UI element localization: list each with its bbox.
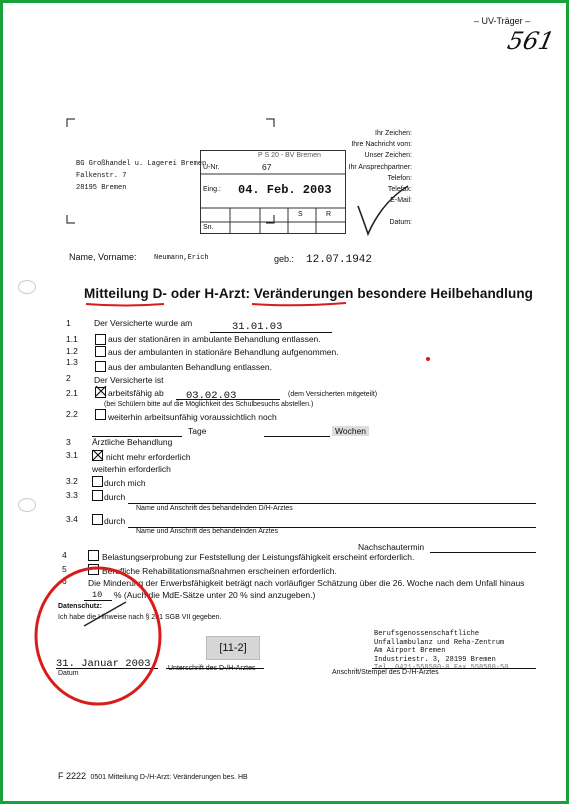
- form-title: Mitteilung D- oder H-Arzt: Veränderungen besondere Heilbehandlung: [84, 286, 534, 301]
- stamp-unr-label: U-Nr.: [203, 164, 220, 171]
- item-number: 5: [62, 564, 67, 574]
- signature-date: 31. Januar 2003: [56, 658, 151, 670]
- item-number: 3.2: [66, 476, 78, 486]
- item-1-1-text: aus der stationären in ambulante Behandlung entlassen.: [108, 334, 321, 344]
- checkbox-3-2[interactable]: [92, 476, 103, 487]
- item-1-date: 31.01.03: [232, 321, 283, 333]
- item-number: 2: [66, 373, 71, 383]
- item-1-3-text: aus der ambulanten Behandlung entlassen.: [108, 362, 272, 372]
- item-number: 4: [62, 550, 67, 560]
- item-3-1-text-a: nicht mehr erforderlich: [106, 452, 191, 462]
- address-line: BG Großhandel u. Lagerei Bremen: [76, 160, 207, 168]
- item-4-text: Belastungserprobung zur Feststellung der Leistungsfähigkeit erscheint erforderlich.: [102, 552, 415, 562]
- item-3-3-text: durch: [104, 492, 126, 502]
- ref-label: Ihr Zeichen:: [375, 130, 412, 137]
- item-5-text: Berufliche Rehabilitationsmaßnahmen erscheinen erforderlich.: [102, 566, 337, 576]
- punch-hole: [18, 280, 36, 294]
- line: [264, 436, 330, 437]
- item-number: 2.2: [66, 409, 78, 419]
- ref-label: Telefon:: [387, 174, 412, 182]
- checkbox-3-4[interactable]: [92, 514, 103, 525]
- stamp-col-s: S: [298, 211, 303, 218]
- clinic-stamp: [374, 630, 508, 673]
- address-block: [76, 158, 206, 194]
- wochen-label: Wochen: [332, 426, 369, 436]
- ref-label: Unser Zeichen:: [364, 152, 412, 160]
- item-6-text-a: Die Minderung der Erwerbsfähigkeit beträgt nach vorläufiger Schätzung über die 26. Woche nach dem Unfall hinaus: [88, 578, 525, 588]
- item-number: 3.4: [66, 514, 78, 524]
- datenschutz-text: Ich habe die Hinweise nach § 201 SGB VII gegeben.: [58, 614, 222, 621]
- red-underline: [84, 300, 524, 308]
- datum-label: Datum: [58, 670, 79, 677]
- name-value: Neumann,Erich: [154, 254, 209, 262]
- clinic-line: Berufsgenossenschaftliche: [374, 630, 480, 638]
- item-3-2-text: durch mich: [104, 478, 146, 488]
- red-dot: [426, 357, 430, 361]
- line: [176, 399, 280, 400]
- item-3-4-sub: Name und Anschrift des behandelnden Arztes: [136, 528, 279, 535]
- item-3-3-sub: Name und Anschrift des behandelnden D/H-Arztes: [136, 505, 293, 512]
- item-number: 1.1: [66, 334, 78, 344]
- item-2-1-text: arbeitsfähig ab: [108, 388, 164, 398]
- ref-label: Ihre Nachricht vom:: [351, 141, 412, 149]
- stamp-unr-value: 67: [262, 162, 272, 172]
- line: [210, 332, 332, 333]
- item-number: 3: [66, 437, 71, 447]
- unterschrift-label: Unterschrift des D-/H-Arztes: [168, 665, 256, 672]
- ref-label: Ihr Ansprechpartner:: [348, 163, 412, 171]
- corner-mark-icon: [66, 214, 76, 224]
- footer: [58, 766, 248, 784]
- stamp-col-r: R: [326, 211, 332, 218]
- address-line: 28195 Bremen: [76, 184, 127, 192]
- document-badge: [11-2]: [206, 636, 260, 660]
- stempel-label: Anschrift/Stempel des D-/H-Arztes: [332, 669, 439, 676]
- ref-label: Datum:: [389, 219, 412, 226]
- item-3-1-text-b: weiterhin erforderlich: [92, 464, 171, 474]
- check-x-icon: [95, 385, 107, 397]
- item-number: 1.2: [66, 346, 78, 356]
- handwritten-number: 561: [505, 27, 557, 55]
- item-3-4-text: durch: [104, 516, 126, 526]
- item-number: 3.3: [66, 490, 78, 500]
- name-label: Name, Vorname:: [69, 252, 137, 262]
- clinic-line: Tel. 0421-558580-0 Fax 558580-50: [374, 664, 509, 673]
- item-number: 1: [66, 318, 71, 328]
- address-line: Falkenstr. 7: [76, 172, 127, 180]
- checkbox-1-1[interactable]: [95, 334, 106, 345]
- form-description: 0501 Mitteilung D-/H-Arzt: Veränderungen bes. HB: [90, 774, 248, 781]
- receipt-stamp: [200, 150, 346, 234]
- dob-value: 12.07.1942: [306, 254, 373, 266]
- checkbox-1-3[interactable]: [95, 361, 106, 372]
- item-2-1-note: (dem Versicherten mitgeteilt): [288, 391, 378, 398]
- checkbox-3-3[interactable]: [92, 490, 103, 501]
- ref-label: E-Mail:: [390, 197, 412, 205]
- checkbox-2-2[interactable]: [95, 409, 106, 420]
- form-code: F 2222: [58, 771, 87, 781]
- item-1-text: Der Versicherte wurde am: [94, 318, 193, 328]
- clinic-line: Am Airport Bremen: [374, 647, 446, 656]
- ref-label: Telefax:: [387, 186, 412, 194]
- item-number: 3.1: [66, 450, 78, 460]
- uv-traeger-label: – UV-Träger –: [474, 16, 531, 26]
- item-number: 2.1: [66, 388, 78, 398]
- checkbox-1-2[interactable]: [95, 346, 106, 357]
- corner-mark-icon: [66, 118, 76, 128]
- stamp-top: P S 20 - BV Bremen: [258, 152, 321, 159]
- red-circle-marking: [30, 560, 170, 710]
- tage-label: Tage: [188, 426, 207, 436]
- corner-mark-icon: [265, 118, 275, 128]
- item-2-1-school-note: (bei Schülern bitte auf die Möglichkeit des Schulbesuchs abstellen.): [104, 401, 314, 408]
- item-2-1-date: 03.02.03: [186, 390, 237, 402]
- nachschautermin-label: Nachschautermin: [358, 542, 425, 552]
- item-6-value: 10: [92, 590, 103, 600]
- clinic-line: Unfallambulanz und Reha-Zentrum: [374, 638, 505, 647]
- line: [430, 552, 536, 553]
- stamp-eing-date: 04. Feb. 2003: [238, 183, 332, 197]
- item-3-text: Ärztliche Behandlung: [92, 437, 173, 447]
- dob-label: geb.:: [274, 254, 295, 264]
- item-2-2-text: weiterhin arbeitsunfähig voraussichtlich noch: [108, 412, 277, 422]
- item-6-text-b: % (Auch die MdE-Sätze unter 20 % sind anzugeben.): [114, 590, 316, 600]
- clinic-line: Industriestr. 3, 28199 Bremen: [374, 655, 496, 664]
- stamp-sn-label: Sn.: [203, 224, 214, 231]
- checkmark-icon: [354, 182, 412, 240]
- line: [128, 503, 536, 504]
- stamp-eing-label: Eing.:: [203, 186, 221, 193]
- item-1-2-text: aus der ambulanten in stationäre Behandlung aufgenommen.: [108, 347, 339, 357]
- item-number: 6: [62, 576, 67, 586]
- check-x-icon: [92, 449, 104, 461]
- item-number: 1.3: [66, 357, 78, 367]
- datenschutz-label: Datenschutz:: [58, 603, 102, 610]
- item-2-text: Der Versicherte ist: [94, 375, 164, 385]
- punch-hole: [18, 498, 36, 512]
